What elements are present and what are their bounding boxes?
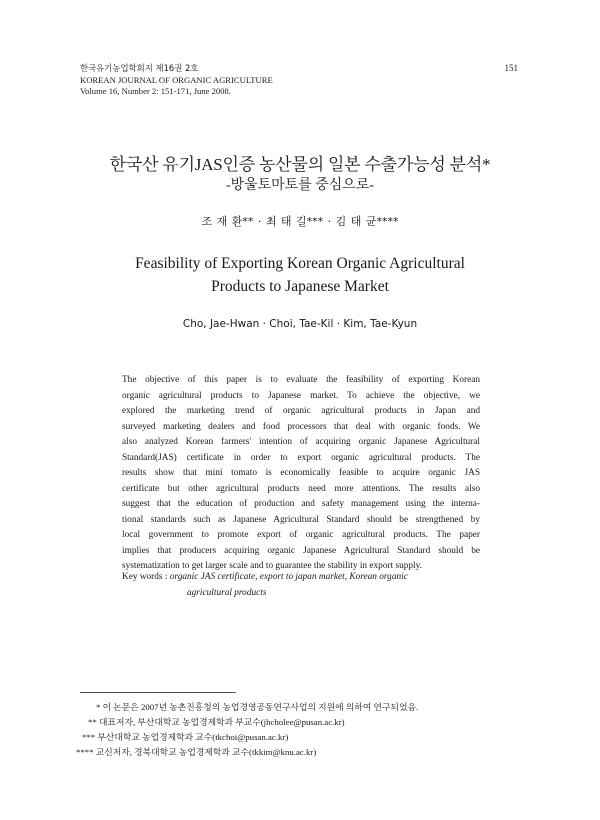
abstract [122, 373, 480, 575]
journal-volume: Volume 16, Number 2: 151-171, June 2008. [80, 86, 231, 96]
abstract-line: results show that mini tomato is economically feasible to acquire organic JAS [122, 468, 480, 478]
footnote-author-2: *** 부산대학교 농업경제학과 교수(tkchoi@pusan.ac.kr) [82, 732, 289, 742]
keywords-label: Key words : [122, 572, 168, 582]
title-korean: 한국산 유기JAS인증 농산물의 일본 수출가능성 분석* [109, 155, 491, 174]
abstract-line: Standard(JAS) certificate in order to export organic agricultural products. The [122, 452, 480, 463]
abstract-line: implies that producers acquiring organic Japanese Agricultural Standard should be [122, 545, 480, 556]
journal-name-ko: 한국유기농업학회지 제16권 2호 [80, 63, 199, 73]
footnote-author-3: **** 교신저자, 경북대학교 농업경제학과 교수(tkkim@knu.ac.kr) [76, 747, 317, 757]
abstract-line: suggest that the education of production and safety management using the interna- [122, 499, 480, 509]
abstract-line: tional standards such as Japanese Agricultural Standard should be strengthened by [122, 514, 480, 525]
footnote-author-1: ** 대표저자, 부산대학교 농업경제학과 부교수(jhcholee@pusan.ac.kr) [88, 717, 345, 727]
title-english [0, 252, 600, 298]
footnote-funding: * 이 논문은 2007년 농촌진흥청의 농업경영공동연구사업의 지원에 의하여 연구되었음. [96, 702, 419, 712]
footnote-divider [80, 692, 236, 693]
abstract-line: surveyed marketing dealers and food processors that deal with organic foods. We [122, 421, 480, 432]
keywords-value-line-2: agricultural products [187, 587, 267, 598]
abstract-line: also analyzed Korean farmers' intention of acquiring organic Japanese Agricultural [122, 437, 480, 447]
journal-name-en: KOREAN JOURNAL OF ORGANIC AGRICULTURE [80, 74, 273, 85]
keywords [122, 570, 408, 601]
page-number: 151 [504, 63, 518, 73]
abstract-line: certificate but other agricultural products need more attentions. The results also [122, 483, 480, 494]
keywords-value-line-1: organic JAS certificate, export to japan market, Korean organic [169, 572, 408, 582]
abstract-line: systematization to get larger scale and to guarantee the stability in export supply. [122, 561, 422, 571]
abstract-line: organic agricultural products to Japanese market. To achieve the objective, we [122, 390, 480, 401]
journal-header [80, 63, 273, 98]
authors-korean: 조 재 환** · 최 태 길*** · 김 태 균**** [201, 215, 399, 228]
title-english-line-1: Feasibility of Exporting Korean Organic Agricultural [135, 255, 465, 272]
footnotes [76, 700, 418, 760]
title-english-line-2: Products to Japanese Market [211, 278, 389, 295]
abstract-line: local government to promote export of organic agricultural products. The paper [122, 530, 480, 540]
abstract-line: explored the marketing trend of organic agricultural products in Japan and [122, 406, 480, 416]
abstract-line: The objective of this paper is to evaluate the feasibility of exporting Korean [122, 375, 480, 385]
subtitle-korean: -방울토마토를 중심으로- [225, 178, 375, 193]
authors-english: Cho, Jae-Hwan · Choi, Tae-Kil · Kim, Tae-Kyun [182, 318, 418, 330]
